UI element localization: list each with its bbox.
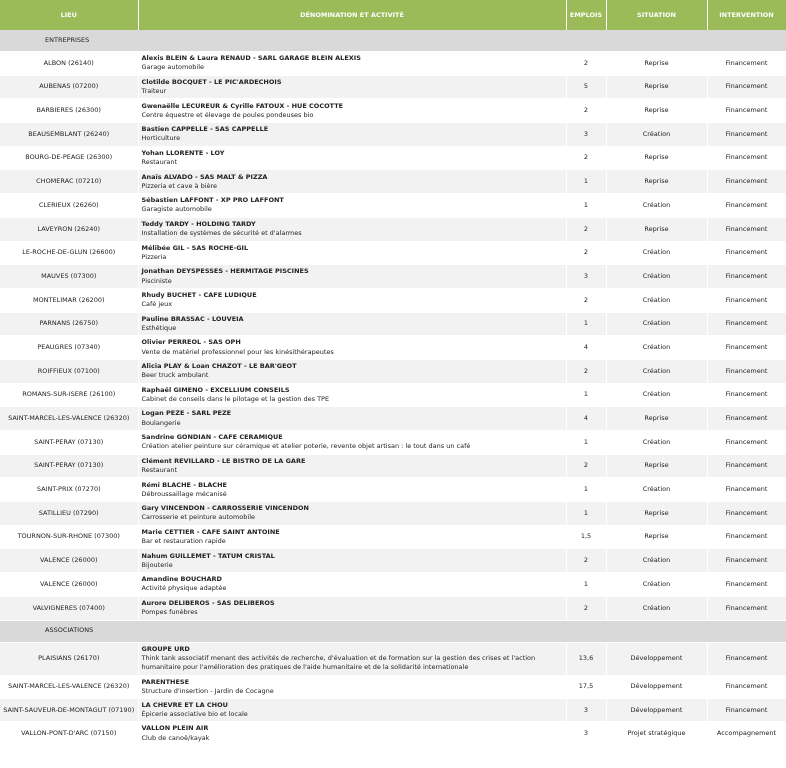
cell-lieu: BEAUSEMBLANT (26240) [0,123,138,147]
cell-emplois: 13,6 [566,642,606,675]
cell-name: Sandrine GONDIAN - CAFE CERAMIQUE [141,433,283,442]
cell-activity: Épicerie associative bio et locale [141,710,248,719]
cell-denomination [138,288,566,312]
cell-activity: Carrosserie et peinture automobile [141,513,256,522]
cell-emplois: 1 [566,573,606,597]
cell-intervention: Financement [707,99,786,123]
cell-situation: Création [606,549,707,573]
cell-situation: Développement [606,642,707,675]
cell-emplois: 1 [566,312,606,336]
cell-situation: Création [606,265,707,289]
cell-situation: Développement [606,675,707,699]
cell-activity: Création atelier peinture sur céramique et atelier poterie, revente objet artisan : le tout dans un café [141,442,471,451]
cell-intervention: Financement [707,642,786,675]
cell-activity: Traiteur [141,87,167,96]
cell-lieu: AUBENAS (07200) [0,75,138,99]
cell-lieu: CHOMERAC (07210) [0,170,138,194]
cell-activity: Installation de systèmes de sécurité et d'alarmes [141,229,302,238]
cell-situation: Création [606,431,707,455]
cell-name: Mélibée GIL - SAS ROCHE-GIL [141,243,249,252]
cell-situation: Reprise [606,525,707,549]
cell-emplois: 2 [566,596,606,620]
cell-intervention: Financement [707,288,786,312]
cell-intervention: Financement [707,312,786,336]
cell-emplois: 1,5 [566,525,606,549]
header-intervention: INTERVENTION [707,0,786,30]
cell-situation: Création [606,312,707,336]
cell-name: LA CHEVRE ET LA CHOU [141,700,228,709]
cell-situation: Création [606,194,707,218]
cell-lieu: VALENCE (26000) [0,549,138,573]
cell-name: Jonathan DEYSPESSES - HERMITAGE PISCINES [141,267,309,276]
table-row [0,123,786,147]
cell-activity: Horticulture [141,134,181,143]
table-row [0,478,786,502]
cell-emplois: 3 [566,265,606,289]
cell-situation: Création [606,241,707,265]
cell-situation: Reprise [606,75,707,99]
cell-name: VALLON PLEIN AIR [141,724,209,733]
cell-denomination [138,699,566,722]
cell-emplois: 3 [566,123,606,147]
table-row [0,525,786,549]
cell-activity: Bar et restauration rapide [141,537,226,546]
cell-situation: Création [606,336,707,360]
table-row [0,407,786,431]
cell-name: GROUPE URD [141,644,190,653]
cell-activity: Restaurant [141,158,178,167]
cell-name: Clément REVILLARD - LE BISTRO DE LA GARE [141,456,306,465]
cell-denomination [138,525,566,549]
cell-emplois: 3 [566,699,606,722]
cell-denomination [138,431,566,455]
cell-intervention: Financement [707,52,786,76]
cell-lieu: SAINT-MARCEL-LES-VALENCE (26320) [0,675,138,699]
cell-name: Pauline BRASSAC - LOUVEIA [141,314,244,323]
cell-denomination [138,170,566,194]
cell-intervention: Financement [707,241,786,265]
cell-lieu: VALENCE (26000) [0,573,138,597]
cell-intervention: Financement [707,525,786,549]
cell-situation: Développement [606,699,707,722]
cell-situation: Création [606,123,707,147]
cell-lieu: LE-ROCHE-DE-GLUN (26600) [0,241,138,265]
cell-name: Anaïs ALVADO - SAS MALT & PIZZA [141,172,268,181]
table-row [0,336,786,360]
cell-name: Marie CETTIER - CAFE SAINT ANTOINE [141,527,280,536]
cell-name: Rhudy BUCHET - CAFE LUDIQUE [141,291,257,300]
cell-denomination [138,502,566,526]
cell-name: Yohan LLORENTE - LOY [141,148,225,157]
cell-emplois: 4 [566,407,606,431]
cell-intervention: Financement [707,407,786,431]
cell-lieu: TOURNON-SUR-RHONE (07300) [0,525,138,549]
cell-name: Alexis BLEIN & Laura RENAUD - SARL GARAGE BLEIN ALEXIS [141,54,361,63]
cell-intervention: Financement [707,359,786,383]
cell-activity: Restaurant [141,466,178,475]
cell-name: PARENTHESE [141,677,190,686]
cell-name: Amandine BOUCHARD [141,575,222,584]
table-row [0,170,786,194]
cell-lieu: MONTELIMAR (26200) [0,288,138,312]
table-row [0,596,786,620]
header-situation: SITUATION [606,0,707,30]
table-row [0,241,786,265]
cell-name: Olivier PERREOL - SAS OPH [141,338,241,347]
cell-activity: Pizzeria [141,252,167,261]
cell-intervention: Financement [707,431,786,455]
cell-lieu: SATILLIEU (07290) [0,502,138,526]
cell-lieu: VALVIGNERES (07400) [0,596,138,620]
cell-intervention: Financement [707,194,786,218]
header-row [0,0,786,30]
cell-denomination [138,454,566,478]
cell-name: Aurore DELIBEROS - SAS DELIBEROS [141,598,275,607]
table-row [0,454,786,478]
cell-lieu: CLERIEUX (26260) [0,194,138,218]
cell-intervention: Financement [707,699,786,722]
cell-lieu: BOURG-DE-PEAGE (26300) [0,146,138,170]
cell-lieu: SAINT-PRIX (07270) [0,478,138,502]
header-emplois: EMPLOIS [566,0,606,30]
cell-situation: Création [606,383,707,407]
cell-lieu: SAINT-SAUVEUR-DE-MONTAGUT (07190) [0,699,138,722]
table-row [0,265,786,289]
cell-emplois: 1 [566,502,606,526]
table-row [0,99,786,123]
cell-emplois: 2 [566,359,606,383]
cell-intervention: Financement [707,675,786,699]
cell-emplois: 5 [566,75,606,99]
cell-activity: Garagiste automobile [141,205,212,214]
cell-intervention: Accompagnement [707,722,786,746]
cell-intervention: Financement [707,502,786,526]
cell-emplois: 17,5 [566,675,606,699]
cell-situation: Reprise [606,146,707,170]
table-row [0,383,786,407]
cell-emplois: 2 [566,241,606,265]
cell-lieu: SAINT-MARCEL-LES-VALENCE (26320) [0,407,138,431]
cell-name: Rémi BLACHE - BLACHE [141,480,227,489]
cell-emplois: 2 [566,549,606,573]
cell-name: Gary VINCENDON - CARROSSERIE VINCENDON [141,504,309,513]
cell-situation: Création [606,478,707,502]
cell-name: Gwenaëlle LECUREUR & Cyrille FATOUX - HUE COCOTTE [141,101,344,110]
table-body [0,30,786,745]
cell-denomination [138,123,566,147]
cell-name: Logan PEZE - SARL PEZE [141,409,232,418]
cell-denomination [138,573,566,597]
cell-intervention: Financement [707,336,786,360]
cell-denomination [138,312,566,336]
table-row [0,359,786,383]
cell-name: Clotilde BOCQUET - LE PIC'ARDECHOIS [141,77,282,86]
table-row [0,194,786,218]
cell-activity: Bijouterie [141,560,173,569]
cell-activity: Activité physique adaptée [141,584,227,593]
cell-lieu: MAUVES (07300) [0,265,138,289]
cell-denomination [138,265,566,289]
cell-denomination [138,241,566,265]
cell-lieu: LAVEYRON (26240) [0,217,138,241]
cell-intervention: Financement [707,596,786,620]
cell-intervention: Financement [707,454,786,478]
table-row [0,75,786,99]
cell-denomination [138,194,566,218]
cell-name: Nahum GUILLEMET - TATUM CRISTAL [141,551,275,560]
cell-intervention: Financement [707,123,786,147]
section-label-associations: ASSOCIATIONS [0,620,786,642]
table-row [0,549,786,573]
cell-name: Alicia PLAY & Loan CHAZOT - LE BAR'GEOT [141,362,297,371]
cell-intervention: Financement [707,217,786,241]
cell-intervention: Financement [707,75,786,99]
cell-activity: Garage automobile [141,63,205,72]
table-row [0,146,786,170]
cell-lieu: PARNANS (26750) [0,312,138,336]
cell-denomination [138,407,566,431]
cell-situation: Reprise [606,99,707,123]
cell-emplois: 2 [566,454,606,478]
cell-situation: Projet stratégique [606,722,707,746]
cell-intervention: Financement [707,478,786,502]
cell-denomination [138,336,566,360]
cell-denomination [138,596,566,620]
cell-intervention: Financement [707,170,786,194]
cell-denomination [138,359,566,383]
cell-situation: Création [606,573,707,597]
cell-situation: Reprise [606,407,707,431]
table-row [0,52,786,76]
cell-denomination [138,52,566,76]
cell-emplois: 4 [566,336,606,360]
cell-activity: Beer truck ambulant [141,371,209,380]
cell-lieu: ROMANS-SUR-ISERE (26100) [0,383,138,407]
table-row [0,217,786,241]
cell-lieu: PEAUGRES (07340) [0,336,138,360]
cell-denomination [138,642,566,675]
cell-situation: Reprise [606,52,707,76]
cell-denomination [138,75,566,99]
section-label-entreprises: ENTREPRISES [0,30,786,52]
cell-denomination [138,675,566,699]
cell-emplois: 3 [566,722,606,746]
cell-intervention: Financement [707,146,786,170]
cell-situation: Reprise [606,454,707,478]
cell-activity: Club de canoë/kayak [141,733,210,742]
table-row [0,573,786,597]
header-lieu: LIEU [0,0,138,30]
cell-situation: Création [606,596,707,620]
cell-emplois: 1 [566,194,606,218]
cell-emplois: 2 [566,146,606,170]
cell-intervention: Financement [707,265,786,289]
section-row-associations [0,620,786,642]
table-row [0,288,786,312]
cell-situation: Création [606,359,707,383]
cell-situation: Reprise [606,502,707,526]
cell-emplois: 2 [566,52,606,76]
cell-situation: Création [606,288,707,312]
cell-activity: Think tank associatif menant des activités de recherche, d'évaluation et de formation sur la gestion des crises et l'action humanitaire pour l'amélioration des pratiques de l'aide humanitaire et de la solidarité internationale [141,653,536,672]
table-row [0,502,786,526]
cell-denomination [138,478,566,502]
cell-lieu: SAINT-PERAY (07130) [0,454,138,478]
cell-emplois: 1 [566,383,606,407]
cell-name: Teddy TARDY - HOLDING TARDY [141,219,256,228]
table-row [0,699,786,722]
cell-emplois: 2 [566,217,606,241]
cell-emplois: 1 [566,478,606,502]
cell-denomination [138,549,566,573]
cell-emplois: 1 [566,431,606,455]
cell-denomination [138,217,566,241]
cell-activity: Café jeux [141,300,173,309]
table-row [0,312,786,336]
section-row-entreprises [0,30,786,52]
cell-denomination [138,383,566,407]
table-row [0,431,786,455]
cell-activity: Pisciniste [141,276,172,285]
cell-denomination [138,722,566,746]
cell-intervention: Financement [707,549,786,573]
cell-denomination [138,146,566,170]
cell-emplois: 2 [566,99,606,123]
cell-situation: Reprise [606,170,707,194]
cell-emplois: 2 [566,288,606,312]
cell-activity: Boulangerie [141,418,181,427]
cell-lieu: SAINT-PERAY (07130) [0,431,138,455]
cell-activity: Pompes funèbres [141,608,198,617]
cell-name: Sébastien LAFFONT - XP PRO LAFFONT [141,196,284,205]
cell-denomination [138,99,566,123]
table-row [0,722,786,746]
table-row [0,675,786,699]
cell-activity: Vente de matériel professionnel pour les kinésithérapeutes [141,347,334,356]
cell-lieu: PLAISIANS (26170) [0,642,138,675]
cell-name: Raphaël GIMENO - EXCELLIUM CONSEILS [141,385,290,394]
cell-lieu: BARBIERES (26300) [0,99,138,123]
cell-emplois: 1 [566,170,606,194]
cell-lieu: ALBON (26140) [0,52,138,76]
cell-activity: Débroussaillage mécanisé [141,489,227,498]
cell-activity: Structure d'insertion - Jardin de Cocagne [141,686,274,695]
cell-intervention: Financement [707,573,786,597]
table-row [0,642,786,675]
cell-situation: Reprise [606,217,707,241]
cell-intervention: Financement [707,383,786,407]
cell-lieu: ROIFFIEUX (07100) [0,359,138,383]
cell-activity: Pizzeria et cave à bière [141,181,218,190]
cell-activity: Centre équestre et élevage de poules pondeuses bio [141,110,314,119]
header-denomination: DÉNOMINATION ET ACTIVITÉ [138,0,566,30]
cell-lieu: VALLON-PONT-D'ARC (07150) [0,722,138,746]
cell-name: Bastien CAPPELLE - SAS CAPPELLE [141,125,269,134]
cell-activity: Cabinet de conseils dans le pilotage et la gestion des TPE [141,394,330,403]
cell-activity: Esthétique [141,323,177,332]
